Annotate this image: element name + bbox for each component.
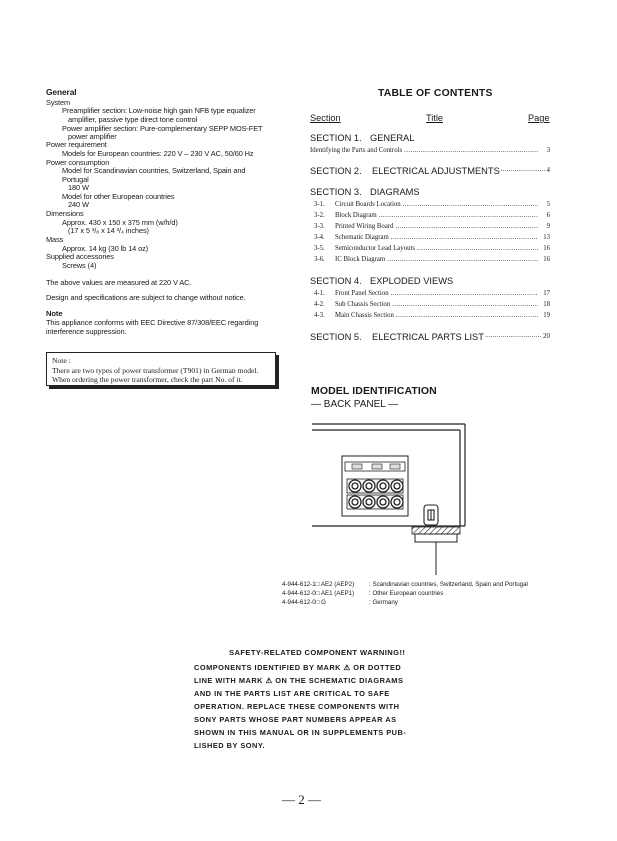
spec-line: Model for Scandinavian countries, Switzerland, Spain and bbox=[62, 166, 246, 175]
page-number: — 2 — bbox=[282, 792, 321, 807]
spec-line: (17 x 5 ³/₈ x 14 ³/₄ inches) bbox=[68, 226, 149, 235]
toc-entry[interactable] bbox=[310, 146, 550, 155]
spec-line: Supplied accessories bbox=[46, 252, 114, 261]
toc-col-page: Page bbox=[528, 113, 550, 123]
warning-line: OPERATION. REPLACE THESE COMPONENTS WITH bbox=[194, 702, 400, 711]
spec-line: Models for European countries: 220 V – 230 V AC, 50/60 Hz bbox=[62, 149, 254, 158]
spec-line: power amplifier bbox=[68, 132, 117, 141]
toc-section-2[interactable] bbox=[310, 166, 550, 176]
warning-line: LISHED BY SONY. bbox=[194, 741, 266, 750]
spec-line: Preamplifier section: Low-noise high gain NFB type equalizer bbox=[62, 106, 256, 115]
toc-entry-title: Schematic Diagram bbox=[335, 234, 389, 241]
change-note: Design and specifications are subject to change without notice. bbox=[46, 293, 246, 302]
model-id-title: MODEL IDENTIFICATION bbox=[311, 385, 437, 397]
rca-jack-row-bottom bbox=[347, 495, 403, 509]
toc-entry-num: 3-6. bbox=[314, 256, 325, 263]
section-title: EXPLODED VIEWS bbox=[370, 276, 454, 286]
spec-line: Portugal bbox=[62, 175, 89, 184]
section-title: GENERAL bbox=[370, 133, 415, 143]
toc-entry-title: IC Block Diagram bbox=[335, 256, 386, 263]
model-part-number: 4-944-612-1□ AE2 (AEP2) bbox=[282, 581, 355, 588]
toc-entry-page: 16 bbox=[543, 256, 550, 263]
toc-entry-title: Semiconductor Lead Layouts bbox=[335, 245, 416, 252]
model-region: : Other European countries bbox=[369, 590, 444, 597]
spec-line: Power amplifier section: Pure-complementary SEPP MOS-FET bbox=[62, 124, 263, 133]
spec-line: Power consumption bbox=[46, 158, 110, 167]
section-page: 4 bbox=[546, 166, 550, 174]
spec-line: 240 W bbox=[68, 200, 89, 209]
model-label-plate bbox=[412, 527, 460, 534]
transformer-note-box bbox=[46, 352, 276, 386]
toc-entry[interactable] bbox=[314, 211, 550, 220]
section-title: ELECTRICAL ADJUSTMENTS bbox=[372, 166, 500, 176]
ac-outlet bbox=[424, 505, 438, 525]
spec-line: Model for other European countries bbox=[62, 192, 175, 201]
toc-entry[interactable] bbox=[314, 311, 550, 320]
section-title: ELECTRICAL PARTS LIST bbox=[372, 332, 484, 342]
spec-line: Dimensions bbox=[46, 209, 84, 218]
section-number: SECTION 3. bbox=[310, 187, 362, 197]
toc-section-1[interactable] bbox=[310, 133, 414, 143]
model-label-foot bbox=[415, 534, 457, 542]
toc-entry-title: Circuit Boards Location bbox=[335, 201, 401, 208]
warning-line: COMPONENTS IDENTIFIED BY MARK ⚠ OR DOTTED bbox=[194, 663, 402, 672]
transformer-note-line: There are two types of power transformer (T901) in German model. bbox=[52, 365, 259, 375]
spec-line: Mass bbox=[46, 235, 64, 244]
toc-entry-num: 3-2. bbox=[314, 212, 325, 219]
spec-line: Approx. 430 x 150 x 375 mm (w/h/d) bbox=[62, 218, 178, 227]
spec-line: Screws (4) bbox=[62, 261, 97, 270]
spec-line: Approx. 14 kg (30 lb 14 oz) bbox=[62, 244, 149, 253]
toc-entry-title: Identifying the Parts and Controls bbox=[310, 147, 403, 154]
toc-entry[interactable] bbox=[314, 244, 550, 253]
directive-line: This appliance conforms with EEC Directive 87/308/EEC regarding bbox=[46, 318, 259, 327]
toc-entry[interactable] bbox=[314, 222, 550, 231]
toc-section-5[interactable] bbox=[310, 332, 550, 342]
toc-col-title: Title bbox=[426, 113, 444, 123]
toc-entry[interactable] bbox=[314, 300, 550, 309]
toc-title: TABLE OF CONTENTS bbox=[378, 88, 493, 99]
toc-entry-title: Front Panel Section bbox=[335, 290, 389, 297]
toc-entry-page: 5 bbox=[546, 201, 550, 208]
section-title: DIAGRAMS bbox=[370, 187, 420, 197]
toc-entry-title: Sub Chassis Section bbox=[335, 301, 391, 308]
jack-panel-top-strip bbox=[345, 462, 405, 471]
model-id-subtitle: — BACK PANEL — bbox=[311, 399, 399, 410]
toc-entry-page: 3 bbox=[546, 147, 550, 154]
section-number: SECTION 1. bbox=[310, 133, 362, 143]
model-part-number: 4-944-612-0□ AE1 (AEP1) bbox=[282, 590, 355, 597]
warning-line: SHOWN IN THIS MANUAL OR IN SUPPLEMENTS PUB- bbox=[194, 728, 407, 737]
specs-heading: General bbox=[46, 87, 77, 97]
toc-section-4[interactable] bbox=[310, 276, 453, 286]
spec-line: Power requirement bbox=[46, 140, 107, 149]
toc-entry-page: 18 bbox=[543, 301, 550, 308]
section-number: SECTION 5. bbox=[310, 332, 362, 342]
transformer-note-line: When ordering the power transformer, check the part No. of it. bbox=[52, 375, 243, 384]
toc-entry-page: 19 bbox=[543, 312, 550, 319]
toc-entry-num: 4-2. bbox=[314, 301, 325, 308]
toc-entry-title: Main Chassis Section bbox=[335, 312, 394, 319]
warning-line: LINE WITH MARK ⚠ ON THE SCHEMATIC DIAGRAMS bbox=[194, 676, 404, 685]
toc-entry[interactable] bbox=[314, 255, 550, 264]
toc-entry-page: 9 bbox=[546, 223, 550, 230]
toc-entry-num: 3-5. bbox=[314, 245, 325, 252]
toc-entry-page: 6 bbox=[546, 212, 550, 219]
toc-entry[interactable] bbox=[314, 233, 550, 242]
model-region: : Germany bbox=[369, 599, 398, 606]
toc-entry[interactable] bbox=[314, 200, 550, 209]
section-number: SECTION 2. bbox=[310, 166, 362, 176]
toc-entry-title: Block Diagram bbox=[335, 212, 377, 219]
toc-entry-num: 4-3. bbox=[314, 312, 325, 319]
toc-entry-num: 3-1. bbox=[314, 201, 325, 208]
model-part-number: 4-944-612-0□ G bbox=[282, 599, 326, 606]
toc-entry-title: Printed Wiring Board bbox=[335, 223, 394, 230]
spec-line: amplifier, passive type direct tone control bbox=[68, 115, 198, 124]
toc-entry-num: 3-4. bbox=[314, 234, 325, 241]
toc-entry-page: 13 bbox=[543, 234, 550, 241]
toc-col-section: Section bbox=[310, 113, 341, 123]
toc-entry[interactable] bbox=[314, 289, 550, 298]
warning-line: SONY PARTS WHOSE PART NUMBERS APPEAR AS bbox=[194, 715, 397, 724]
toc-section-3[interactable] bbox=[310, 187, 420, 197]
spec-line: System bbox=[46, 98, 71, 107]
section-page: 20 bbox=[543, 332, 550, 340]
back-panel-illustration bbox=[300, 420, 570, 580]
section-number: SECTION 4. bbox=[310, 276, 362, 286]
warning-line: AND IN THE PARTS LIST ARE CRITICAL TO SAFE bbox=[194, 689, 390, 698]
note-heading: Note bbox=[46, 309, 63, 318]
directive-line: interference suppression. bbox=[46, 327, 127, 336]
warning-title: SAFETY-RELATED COMPONENT WARNING!! bbox=[229, 648, 406, 657]
toc-entry-page: 16 bbox=[543, 245, 550, 252]
toc-entry-page: 17 bbox=[543, 290, 550, 297]
rca-jack-row-top bbox=[347, 479, 403, 493]
toc-entry-num: 4-1. bbox=[314, 290, 325, 297]
toc-entry-num: 3-3. bbox=[314, 223, 325, 230]
model-region: : Scandinavian countries, Switzerland, Spain and Portugal bbox=[369, 581, 528, 588]
spec-line: 180 W bbox=[68, 183, 89, 192]
transformer-note-heading: Note : bbox=[52, 356, 71, 365]
measured-note: The above values are measured at 220 V AC. bbox=[46, 278, 192, 287]
